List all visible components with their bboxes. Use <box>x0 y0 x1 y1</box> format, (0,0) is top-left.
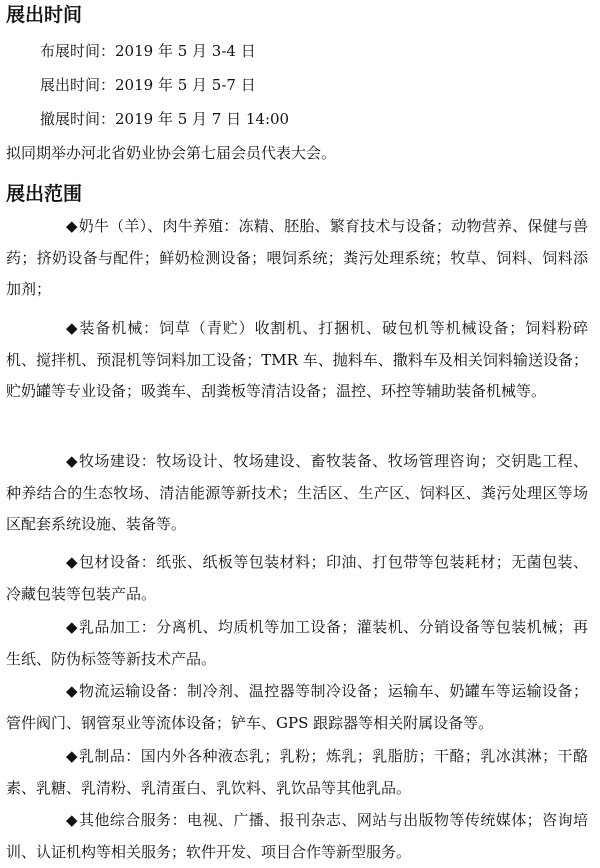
scope-item-logistics: ◆物流运输设备：制冷剂、温控器等制冷设备；运输车、奶罐车等运输设备；管件阀门、钢管泵业等流体设备；铲车、GPS 跟踪器等相关附属设备等。 <box>6 676 588 739</box>
concurrent-event-note: 拟同期举办河北省奶业协会第七届会员代表大会。 <box>6 144 337 162</box>
scope-item-ranch-construction: ◆牧场建设：牧场设计、牧场建设、畜牧装备、牧场管理咨询；交钥匙工程、种养结合的生态牧场、清洁能源等新技术；生活区、生产区、饲料区、粪污处理区等场区配套系统设施、装备等。 <box>6 446 588 541</box>
setup-time: 布展时间：2019 年 5 月 3-4 日 <box>40 42 256 60</box>
section-title-exhibit-scope: 展出范围 <box>6 183 83 205</box>
teardown-time: 撤展时间：2019 年 5 月 7 日 14:00 <box>40 110 290 128</box>
diamond-bullet-icon: ◆ <box>66 618 78 636</box>
diamond-bullet-icon: ◆ <box>66 217 78 235</box>
scope-item-dairy-processing: ◆乳品加工：分离机、均质机等加工设备；灌装机、分销设备等包装机械；再生纸、防伪标签等新技术产品。 <box>6 612 588 675</box>
exhibit-time: 展出时间：2019 年 5 月 5-7 日 <box>40 76 256 94</box>
diamond-bullet-icon: ◆ <box>66 553 78 571</box>
scope-item-machinery: ◆装备机械：饲草（青贮）收割机、打捆机、破包机等机械设备；饲料粉碎机、搅拌机、预混机等饲料加工设备；TMR 车、抛料车、撒料车及相关饲料输送设备；贮奶罐等专业设备；吸粪车、刮粪板等清洁设备；温控、环控等辅助装备机械等。 <box>6 313 588 408</box>
scope-item-dairy-breeding: ◆奶牛（羊）、肉牛养殖：冻精、胚胎、繁育技术与设备；动物营养、保健与兽药；挤奶设备与配件；鲜奶检测设备；喂饲系统；粪污处理系统；牧草、饲料、饲料添加剂； <box>6 211 588 306</box>
scope-item-other-services: ◆其他综合服务：电视、广播、报刊杂志、网站与出版物等传统媒体；咨询培训、认证机构等相关服务；软件开发、项目合作等新型服务。 <box>6 805 588 868</box>
scope-item-packaging: ◆包材设备：纸张、纸板等包装材料；印油、打包带等包装耗材；无菌包装、冷藏包装等包装产品。 <box>6 547 588 610</box>
diamond-bullet-icon: ◆ <box>66 682 78 700</box>
scope-item-dairy-products: ◆乳制品：国内外各种液态乳；乳粉；炼乳；乳脂肪；干酪；乳冰淇淋；干酪素、乳糖、乳清粉、乳清蛋白、乳饮料、乳饮品等其他乳品。 <box>6 741 588 804</box>
diamond-bullet-icon: ◆ <box>66 452 78 470</box>
section-title-exhibit-time: 展出时间 <box>6 4 83 26</box>
diamond-bullet-icon: ◆ <box>66 747 78 765</box>
diamond-bullet-icon: ◆ <box>66 811 78 829</box>
diamond-bullet-icon: ◆ <box>66 319 78 337</box>
